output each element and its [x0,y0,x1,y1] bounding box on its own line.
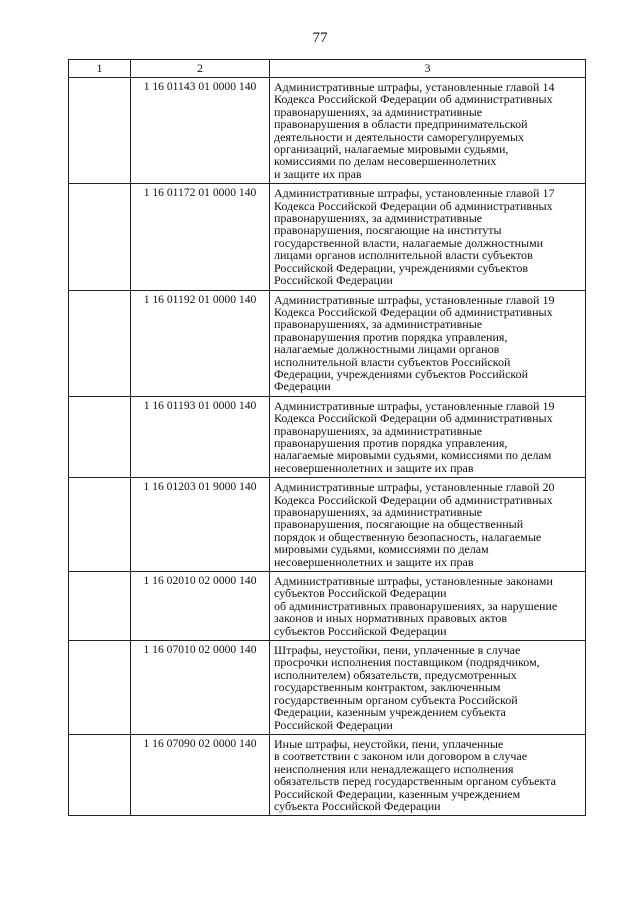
revenue-description: Штрафы, неустойки, пени, уплаченные в случае просрочки исполнения поставщиком (подрядчиком, исполнителем) обязательств, предусмотренных государственным контрактом, заключенным государственным органом субъекта Российской Федерации, казенным учреждением субъекта Российской Федерации [270,641,586,735]
revenue-code: 1 16 02010 02 0000 140 [131,572,270,641]
header-row [69,60,586,78]
row-cell-col1 [69,184,131,290]
revenue-code: 1 16 01143 01 0000 140 [131,78,270,184]
row-cell-col1 [69,290,131,396]
revenue-description: Административные штрафы, установленные законами субъектов Российской Федерации об административных правонарушениях, за нарушение законов и иных нормативных правовых актов субъектов Российской Федерации [270,572,586,641]
revenue-code: 1 16 01203 01 9000 140 [131,478,270,572]
row-cell-col1 [69,641,131,735]
table-row [69,396,586,477]
revenue-description: Административные штрафы, установленные главой 14 Кодекса Российской Федерации об административных правонарушениях, за административные правонарушения в области предпринимательской деятельности и деятельности саморегулируемых организаций, налагаемые мировыми судьями, комиссиями по делам несовершеннолетних и защите их прав [270,78,586,184]
table-row [69,572,586,641]
row-cell-col1 [69,478,131,572]
revenue-description: Административные штрафы, установленные главой 19 Кодекса Российской Федерации об административных правонарушениях, за административные правонарушения против порядка управления, налагаемые мировыми судьями, комиссиями по делам несовершеннолетних и защите их прав [270,396,586,477]
table-header [69,60,586,78]
table-body [69,78,586,816]
column-header-3: 3 [270,60,586,78]
revenue-description: Административные штрафы, установленные главой 17 Кодекса Российской Федерации об административных правонарушениях, за административные правонарушения, посягающие на институты государственной власти, налагаемые должностными лицами органов исполнительной власти субъектов Российской Федерации, учреждениями субъектов Российской Федерации [270,184,586,290]
table-row [69,641,586,735]
row-cell-col1 [69,396,131,477]
revenue-code: 1 16 01172 01 0000 140 [131,184,270,290]
table-row [69,78,586,184]
column-header-2: 2 [131,60,270,78]
column-header-1: 1 [69,60,131,78]
revenue-code: 1 16 01192 01 0000 140 [131,290,270,396]
table-row [69,478,586,572]
revenue-code: 1 16 01193 01 0000 140 [131,396,270,477]
revenue-code: 1 16 07010 02 0000 140 [131,641,270,735]
revenue-code: 1 16 07090 02 0000 140 [131,734,270,815]
revenue-description: Иные штрафы, неустойки, пени, уплаченные в соответствии с законом или договором в случае неисполнения или ненадлежащего исполнения обязательств перед государственным органом субъекта Российской Федерации, казенным учреждением субъекта Российской Федерации [270,734,586,815]
table-row [69,290,586,396]
revenue-description: Административные штрафы, установленные главой 20 Кодекса Российской Федерации об административных правонарушениях, за административные правонарушения, посягающие на общественный порядок и общественную безопасность, налагаемые мировыми судьями, комиссиями по делам несовершеннолетних и защите их прав [270,478,586,572]
row-cell-col1 [69,572,131,641]
row-cell-col1 [69,734,131,815]
table-row [69,184,586,290]
row-cell-col1 [69,78,131,184]
page-number: 77 [312,30,328,46]
budget-codes-table [68,59,586,816]
revenue-description: Административные штрафы, установленные главой 19 Кодекса Российской Федерации об административных правонарушениях, за административные правонарушения против порядка управления, налагаемые должностными лицами органов исполнительной власти субъектов Российской Федерации, учреждениями субъектов Российской Федерации [270,290,586,396]
table-row [69,734,586,815]
